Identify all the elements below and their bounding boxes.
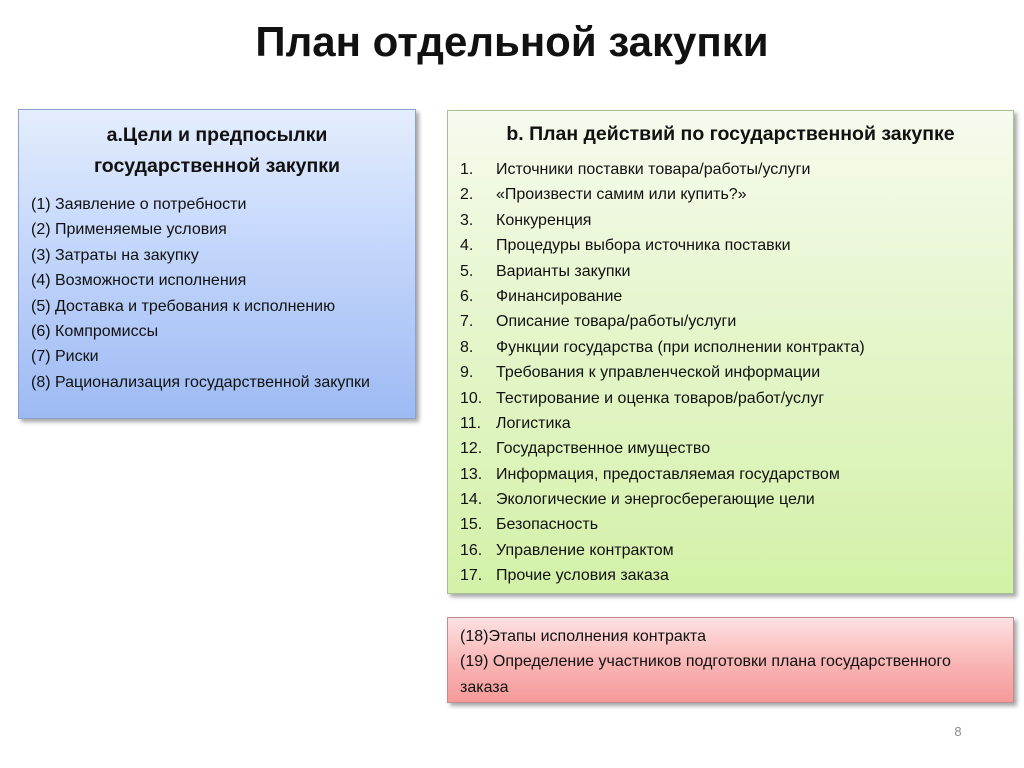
item-number: 12. bbox=[460, 440, 483, 458]
list-item bbox=[460, 309, 1001, 334]
goals-panel bbox=[18, 109, 416, 419]
list-item bbox=[460, 436, 1001, 461]
item-number: 2. bbox=[460, 186, 474, 204]
list-item: (4) Возможности исполнения bbox=[31, 272, 247, 290]
page-title: План отдельной закупки bbox=[255, 18, 769, 65]
list-item: (19) Определение участников подготовки плана государственного заказа bbox=[460, 653, 951, 696]
item-text: Описание товара/работы/услуги bbox=[496, 313, 737, 331]
list-item bbox=[460, 284, 1001, 309]
item-number: 7. bbox=[460, 313, 474, 331]
item-text: Варианты закупки bbox=[496, 262, 631, 280]
item-text: Государственное имущество bbox=[496, 440, 711, 458]
item-number: 15. bbox=[460, 516, 483, 534]
list-item: (18)Этапы исполнения контракта bbox=[460, 628, 706, 645]
list-item: (1) Заявление о потребности bbox=[31, 196, 247, 213]
list-item bbox=[460, 487, 1001, 512]
item-text: Требования к управленческой информации bbox=[496, 364, 821, 382]
list-item: (8) Рационализация государственной закупки bbox=[31, 373, 370, 391]
action-plan-panel bbox=[447, 110, 1014, 594]
goals-list bbox=[31, 192, 403, 395]
item-text: Процедуры выбора источника поставки bbox=[496, 237, 791, 255]
list-item bbox=[460, 157, 1001, 182]
list-item: (5) Доставка и требования к исполнению bbox=[31, 297, 336, 315]
additional-items-panel bbox=[447, 617, 1014, 703]
item-text: Информация, предоставляемая государством bbox=[496, 465, 840, 483]
list-item bbox=[460, 335, 1001, 360]
item-number: 6. bbox=[460, 287, 474, 305]
page-number: 8 bbox=[954, 724, 962, 739]
list-item bbox=[460, 462, 1001, 487]
item-text: Тестирование и оценка товаров/работ/услуг bbox=[496, 389, 825, 407]
item-number: 8. bbox=[460, 338, 474, 356]
item-text: «Произвести самим или купить?» bbox=[496, 186, 747, 204]
item-text: Экологические и энергосберегающие цели bbox=[496, 491, 815, 509]
item-number: 10. bbox=[460, 389, 483, 407]
list-item bbox=[460, 411, 1001, 436]
item-text: Функции государства (при исполнении контракта) bbox=[496, 338, 865, 356]
item-number: 1. bbox=[460, 161, 474, 178]
goals-heading: a.Цели и предпосылки государственной закупки bbox=[93, 124, 341, 177]
item-number: 17. bbox=[460, 567, 483, 585]
item-text: Источники поставки товара/работы/услуги bbox=[496, 161, 811, 178]
list-item: (2) Применяемые условия bbox=[31, 221, 227, 239]
list-item bbox=[460, 208, 1001, 233]
list-item bbox=[460, 538, 1001, 563]
action-plan-list bbox=[460, 157, 1001, 589]
list-item bbox=[460, 512, 1001, 537]
item-number: 11. bbox=[460, 414, 482, 432]
list-item bbox=[460, 360, 1001, 385]
list-item bbox=[460, 259, 1001, 284]
list-item bbox=[460, 563, 1001, 588]
additional-items-list bbox=[460, 624, 1001, 700]
item-number: 9. bbox=[460, 364, 474, 382]
item-number: 16. bbox=[460, 541, 483, 559]
item-number: 13. bbox=[460, 465, 483, 483]
list-item: (3) Затраты на закупку bbox=[31, 246, 199, 264]
item-text: Конкуренция bbox=[496, 211, 592, 229]
item-number: 14. bbox=[460, 491, 483, 509]
item-text: Финансирование bbox=[496, 287, 623, 305]
item-number: 4. bbox=[460, 237, 474, 255]
item-text: Логистика bbox=[496, 414, 571, 432]
action-plan-heading: b. План действий по государственной закупке bbox=[506, 123, 955, 145]
list-item bbox=[460, 386, 1001, 411]
item-text: Управление контрактом bbox=[496, 541, 674, 559]
list-item bbox=[460, 233, 1001, 258]
item-number: 5. bbox=[460, 262, 474, 280]
item-text: Безопасность bbox=[496, 516, 599, 534]
list-item: (7) Риски bbox=[31, 348, 99, 366]
item-number: 3. bbox=[460, 211, 474, 229]
item-text: Прочие условия заказа bbox=[496, 567, 669, 585]
list-item bbox=[460, 182, 1001, 207]
list-item: (6) Компромиссы bbox=[31, 323, 159, 341]
